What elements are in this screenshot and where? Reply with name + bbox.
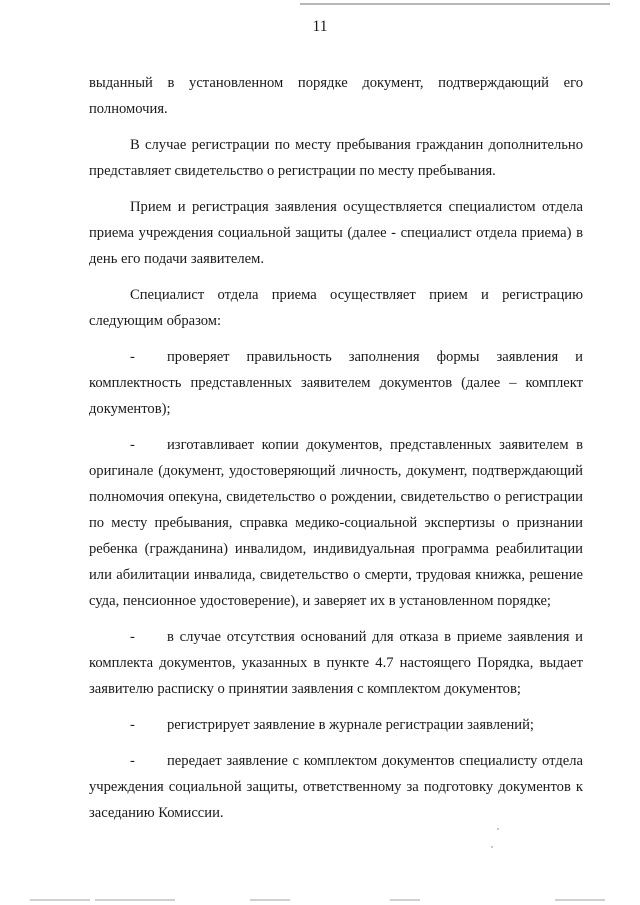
- list-item: [89, 432, 583, 614]
- list-item-text: в случае отсутствия оснований для отказа в приеме заявления и комплекта документов, указанных в пункте 4.7 настоящего Порядка, выдает заявителю расписку о принятии заявления с комплектом документов;: [89, 629, 583, 697]
- paragraph-text: В случае регистрации по месту пребывания гражданин дополнительно представляет свидетельство о регистрации по месту пребывания.: [89, 137, 583, 179]
- scan-speck: [491, 846, 493, 848]
- paragraph-specialist-procedure: [89, 282, 583, 334]
- list-dash: -: [130, 349, 135, 365]
- list-item: [89, 624, 583, 702]
- list-item-text: изготавливает копии документов, представленных заявителем в оригинале (документ, удостоверяющий личность, документ, подтверждающий полномочия опекуна, свидетельство о рождении, свидетельство о регистрации по месту пребывания, справка медико-социальной экспертизы о признании ребенка (гражданина) инвалидом, индивидуальная программа реабилитации или абилитации инвалида, свидетельство о смерти, трудовая книжка, решение суда, пенсионное удостоверение), и заверяет их в установленном порядке;: [89, 437, 583, 609]
- list-dash: -: [130, 753, 135, 769]
- paragraph-reception-registration: [89, 194, 583, 272]
- paragraph-registration-residence: [89, 132, 583, 184]
- paragraph-text: Специалист отдела приема осуществляет прием и регистрацию следующим образом:: [89, 287, 583, 329]
- paragraph-text: выданный в установленном порядке документ, подтверждающий его полномочия.: [89, 75, 583, 117]
- list-dash: -: [130, 717, 135, 733]
- bottom-scan-edge: [0, 897, 640, 905]
- paragraph-text: Прием и регистрация заявления осуществляется специалистом отдела приема учреждения социальной защиты (далее - специалист отдела приема) в день его подачи заявителем.: [89, 199, 583, 267]
- top-scan-rule: [300, 3, 610, 5]
- scan-speck: [497, 828, 499, 830]
- list-dash: -: [130, 437, 135, 453]
- page-number: 11: [312, 18, 328, 35]
- list-item: [89, 344, 583, 422]
- list-item-text: передает заявление с комплектом документов специалисту отдела учреждения социальной защиты, ответственному за подготовку документов к заседанию Комиссии.: [89, 753, 583, 821]
- list-item-text: проверяет правильность заполнения формы заявления и комплектность представленных заявителем документов (далее – комплект документов);: [89, 349, 583, 417]
- list-dash: -: [130, 629, 135, 645]
- list-item: [89, 748, 583, 826]
- document-body: [89, 70, 583, 826]
- list-item-text: регистрирует заявление в журнале регистрации заявлений;: [167, 717, 534, 733]
- paragraph-continuation: [89, 70, 583, 122]
- list-item: [89, 712, 583, 738]
